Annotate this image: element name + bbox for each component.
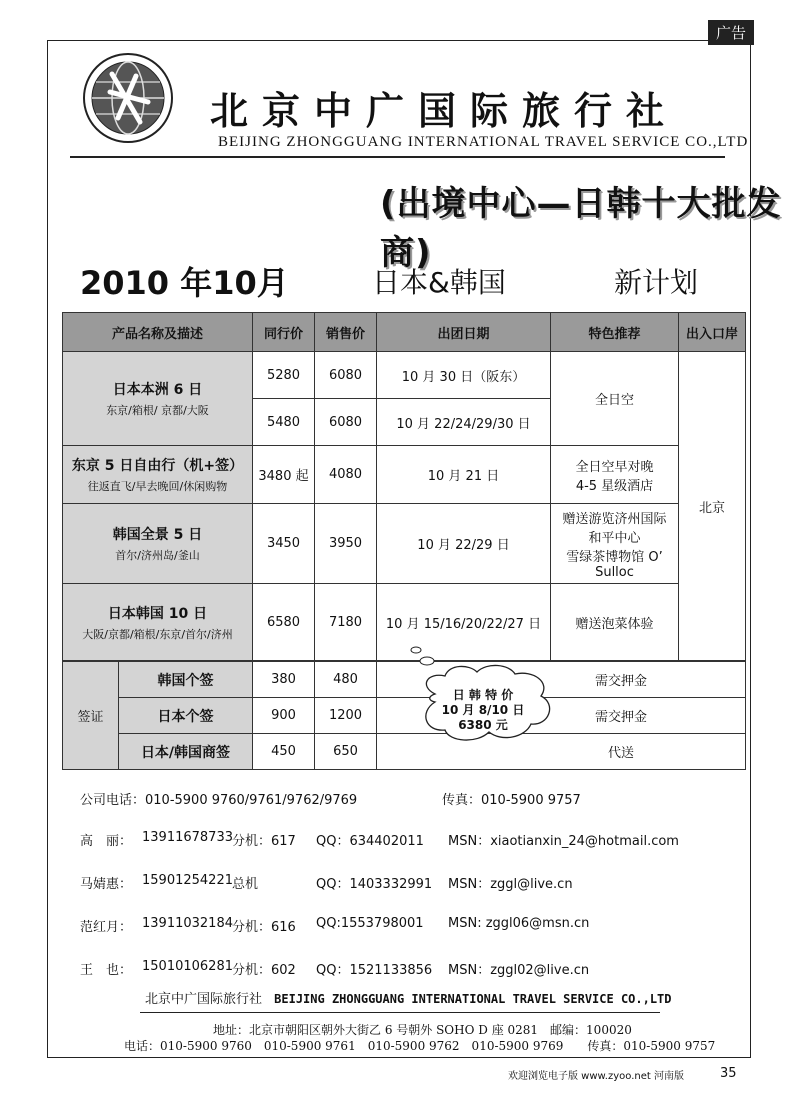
company-name-cn: 北京中广国际旅行社 bbox=[210, 88, 679, 133]
peer-price: 5280 bbox=[253, 352, 315, 399]
header-cell: 特色推荐 bbox=[551, 313, 679, 352]
header-cell: 同行价 bbox=[253, 313, 315, 352]
peer-price: 5480 bbox=[253, 399, 315, 446]
slogan: (出境中心—日韩十大批发商) bbox=[380, 184, 782, 273]
port-cell: 北京 bbox=[679, 352, 746, 661]
header-cell: 出入口岸 bbox=[679, 313, 746, 352]
feature-cell: 赠送泡菜体验 bbox=[551, 584, 679, 661]
departure-date: 10 月 21 日 bbox=[377, 446, 551, 504]
product-desc: 东京/箱根/ 京都/大阪 bbox=[106, 404, 209, 417]
header-cell: 产品名称及描述 bbox=[63, 313, 253, 352]
feature-line: 4-5 星级酒店 bbox=[575, 478, 654, 494]
contact-ext: 分机：602 bbox=[232, 963, 296, 978]
product-cell bbox=[63, 352, 253, 446]
product-name: 日本韩国 10 日 bbox=[107, 605, 208, 622]
contact-name: 马婧惠： bbox=[80, 877, 133, 892]
special-offer-line: 日 韩 特 价 bbox=[452, 688, 514, 702]
contact-qq: QQ：634402011 bbox=[316, 834, 424, 849]
contact-msn: MSN：xiaotianxin_24@hotmail.com bbox=[448, 834, 679, 849]
visa-note: 代送 bbox=[377, 734, 746, 770]
product-name: 韩国全景 5 日 bbox=[112, 527, 203, 543]
contact-name: 范红月： bbox=[80, 920, 133, 935]
contact-row bbox=[80, 830, 720, 848]
globe-logo-icon bbox=[82, 52, 174, 144]
company-phone-row bbox=[80, 789, 720, 807]
plan-year-month: 2010 年10月 bbox=[80, 264, 289, 302]
contact-msn: MSN: zggl06@msn.cn bbox=[448, 916, 590, 931]
departure-date: 10 月 30 日（阪东） bbox=[377, 352, 551, 399]
contact-name: 高 丽： bbox=[80, 834, 133, 849]
sale-price: 3950 bbox=[315, 504, 377, 584]
table-row bbox=[63, 662, 746, 698]
visa-name: 日本/韩国商签 bbox=[119, 734, 253, 770]
peer-price: 3480 起 bbox=[253, 446, 315, 504]
company-phone: 公司电话：010-5900 9760/9761/9762/9769 bbox=[80, 793, 358, 808]
sale-price: 480 bbox=[315, 662, 377, 698]
contact-ext: 总机 bbox=[232, 877, 259, 892]
contact-ext: 分机：616 bbox=[232, 920, 296, 935]
table-row bbox=[63, 352, 746, 399]
contact-mobile: 15010106281 bbox=[142, 959, 233, 974]
peer-price: 3450 bbox=[253, 504, 315, 584]
visa-table bbox=[62, 661, 746, 770]
footer-address: 地址：北京市朝阳区朝外大街乙 6 号朝外 SOHO D 座 0281 邮编：100020 bbox=[213, 1023, 632, 1037]
feature-line: 和平中心 bbox=[588, 530, 641, 546]
contact-qq: QQ：1403332991 bbox=[316, 877, 433, 892]
product-cell bbox=[63, 584, 253, 661]
table-row bbox=[63, 698, 746, 734]
contact-row bbox=[80, 959, 720, 977]
footer-tel: 电话：010-5900 9760 010-5900 9761 010-5900 9762 010-5900 9769 传真：010-5900 9757 bbox=[124, 1039, 716, 1053]
feature-line: Sulloc bbox=[595, 564, 634, 580]
ad-tag: 广告 bbox=[708, 20, 754, 45]
special-offer-line: 6380 元 bbox=[458, 718, 508, 732]
table-row bbox=[63, 504, 746, 584]
special-offer bbox=[420, 688, 546, 733]
product-name: 日本本洲 6 日 bbox=[112, 382, 203, 398]
page-number: 35 bbox=[720, 1066, 737, 1081]
product-name: 东京 5 日自由行（机+签） bbox=[71, 458, 244, 474]
divider bbox=[70, 156, 725, 158]
company-fax: 传真：010-5900 9757 bbox=[442, 793, 581, 808]
contact-msn: MSN：zggl02@live.cn bbox=[448, 963, 590, 978]
header-cell: 出团日期 bbox=[377, 313, 551, 352]
departure-date: 10 月 15/16/20/22/27 日 bbox=[377, 584, 551, 661]
visa-label: 签证 bbox=[63, 662, 119, 770]
contact-row bbox=[80, 916, 720, 934]
feature-line: 雪绿茶博物馆 O’ bbox=[566, 549, 663, 565]
product-cell bbox=[63, 446, 253, 504]
plan-label: 新计划 bbox=[614, 266, 699, 299]
contact-qq: QQ:1553798001 bbox=[316, 916, 424, 931]
feature-cell bbox=[551, 446, 679, 504]
table-row bbox=[63, 584, 746, 661]
table-header-row bbox=[63, 313, 746, 352]
sale-price: 650 bbox=[315, 734, 377, 770]
contact-qq: QQ：1521133856 bbox=[316, 963, 433, 978]
feature-cell: 全日空 bbox=[551, 352, 679, 446]
company-name-en: BEIJING ZHONGGUANG INTERNATIONAL TRAVEL SERVICE CO.,LTD bbox=[218, 134, 749, 150]
table-row bbox=[63, 734, 746, 770]
product-cell bbox=[63, 504, 253, 584]
tour-table bbox=[62, 312, 746, 661]
sale-price: 4080 bbox=[315, 446, 377, 504]
footer-company bbox=[145, 988, 672, 1007]
footer-company-cn: 北京中广国际旅行社 bbox=[145, 992, 263, 1007]
contact-msn: MSN：zggl@live.cn bbox=[448, 877, 573, 892]
divider bbox=[140, 1012, 660, 1013]
contact-mobile: 15901254221 bbox=[142, 873, 233, 888]
footer-company-en: BEIJING ZHONGGUANG INTERNATIONAL TRAVEL SERVICE CO.,LTD bbox=[274, 992, 672, 1006]
peer-price: 450 bbox=[253, 734, 315, 770]
peer-price: 900 bbox=[253, 698, 315, 734]
departure-date: 10 月 22/29 日 bbox=[377, 504, 551, 584]
contact-name: 王 也： bbox=[80, 963, 133, 978]
plan-destination: 日本&韩国 bbox=[372, 266, 506, 299]
visa-note: 需交押金 bbox=[377, 698, 746, 734]
product-desc: 往返直飞/早去晚回/休闲购物 bbox=[87, 480, 228, 493]
special-offer-line: 10 月 8/10 日 bbox=[441, 703, 525, 717]
peer-price: 6580 bbox=[253, 584, 315, 661]
peer-price: 380 bbox=[253, 662, 315, 698]
sale-price: 1200 bbox=[315, 698, 377, 734]
website-note: 欢迎浏览电子版 www.zyoo.net 河南版 bbox=[508, 1071, 684, 1082]
feature-line: 赠送游览济州国际 bbox=[562, 511, 667, 527]
table-row bbox=[63, 446, 746, 504]
contact-mobile: 13911678733 bbox=[142, 830, 233, 845]
contact-mobile: 13911032184 bbox=[142, 916, 233, 931]
product-desc: 首尔/济州岛/釜山 bbox=[115, 549, 200, 562]
sale-price: 6080 bbox=[315, 352, 377, 399]
departure-date: 10 月 22/24/29/30 日 bbox=[377, 399, 551, 446]
feature-cell bbox=[551, 504, 679, 584]
product-desc: 大阪/京都/箱根/东京/首尔/济州 bbox=[82, 627, 233, 641]
sale-price: 7180 bbox=[315, 584, 377, 661]
visa-note: 需交押金 bbox=[377, 662, 746, 698]
contact-ext: 分机：617 bbox=[232, 834, 296, 849]
visa-name: 日本个签 bbox=[119, 698, 253, 734]
visa-name: 韩国个签 bbox=[119, 662, 253, 698]
header-cell: 销售价 bbox=[315, 313, 377, 352]
sale-price: 6080 bbox=[315, 399, 377, 446]
feature-line: 全日空早对晚 bbox=[575, 459, 654, 475]
contact-row bbox=[80, 873, 720, 891]
